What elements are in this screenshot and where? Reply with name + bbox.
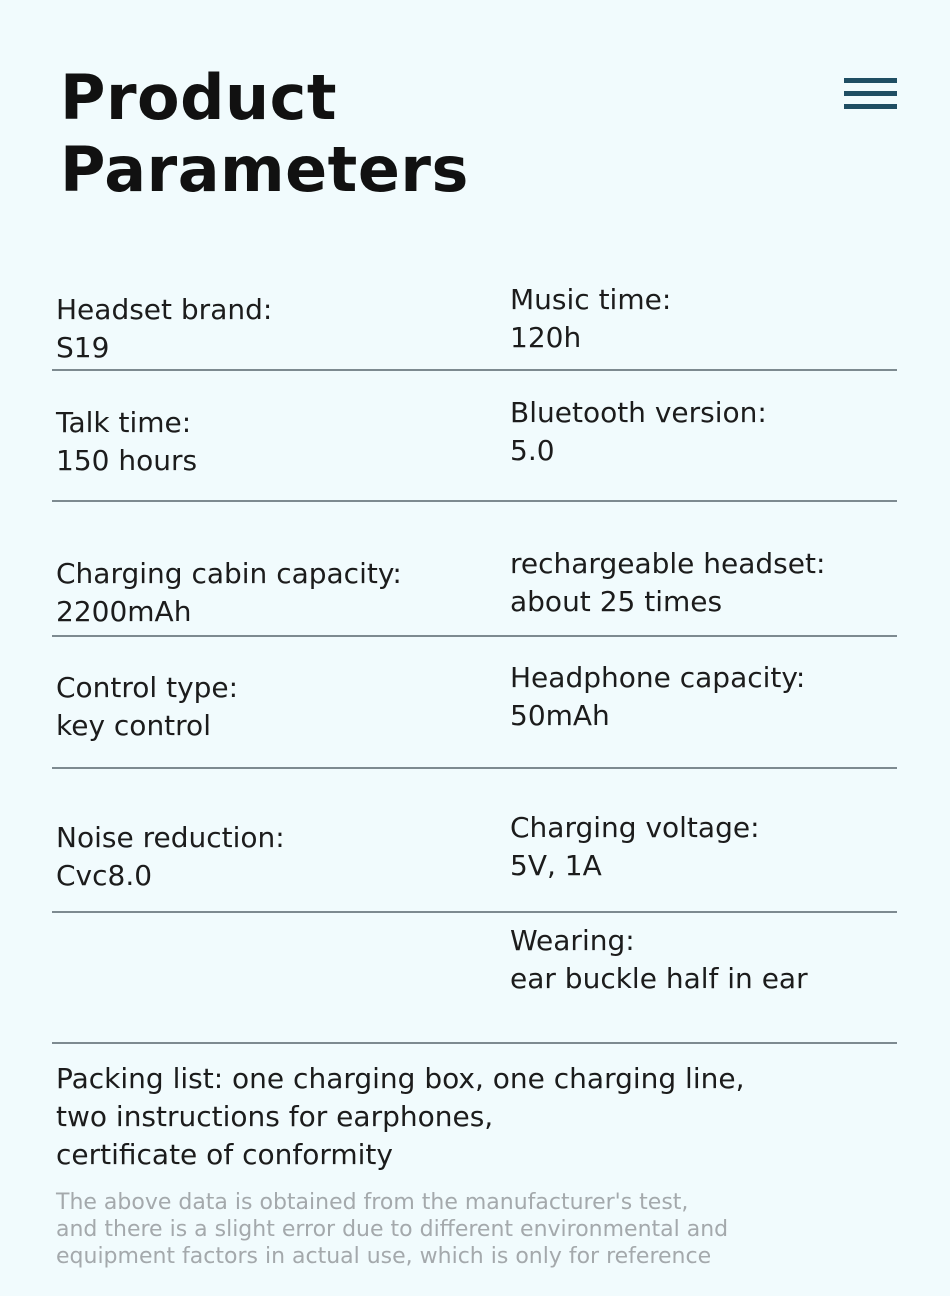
param-value: 120h: [510, 321, 582, 354]
menu-bar: [844, 78, 897, 83]
param-charging-voltage: [510, 809, 760, 885]
packing-list-line: certificate of conformity: [56, 1138, 393, 1171]
packing-list-line: Packing list: one charging box, one charging line,: [56, 1062, 745, 1095]
param-value: about 25 times: [510, 585, 723, 618]
row-divider: [52, 369, 897, 371]
row-divider: [52, 767, 897, 769]
param-value: Cvc8.0: [56, 859, 153, 892]
param-value: ear buckle half in ear: [510, 962, 808, 995]
param-label: Talk time:: [56, 406, 192, 439]
param-label: Charging cabin capacity:: [56, 557, 402, 590]
param-talk-time: [56, 404, 197, 480]
param-value: 2200mAh: [56, 595, 192, 628]
packing-list: [56, 1060, 745, 1174]
param-value: 5.0: [510, 434, 555, 467]
row-divider: [52, 500, 897, 502]
param-label: Wearing:: [510, 924, 635, 957]
param-noise-reduction: [56, 819, 285, 895]
param-label: Noise reduction:: [56, 821, 285, 854]
param-headset-brand: [56, 291, 272, 367]
page-title-line-1: Product: [60, 61, 338, 134]
param-value: 5V, 1A: [510, 849, 602, 882]
param-label: Music time:: [510, 283, 672, 316]
disclaimer-line: The above data is obtained from the manufacturer's test,: [56, 1190, 689, 1215]
param-rechargeable-headset: [510, 545, 825, 621]
param-bluetooth-version: [510, 394, 767, 470]
page-title: [60, 62, 469, 206]
menu-bar: [844, 104, 897, 109]
hamburger-menu-icon[interactable]: [844, 78, 897, 110]
param-value: key control: [56, 709, 211, 742]
row-divider: [52, 911, 897, 913]
param-control-type: [56, 669, 238, 745]
disclaimer-note: [56, 1189, 728, 1270]
param-value: S19: [56, 331, 110, 364]
param-label: Control type:: [56, 671, 239, 704]
param-label: Headset brand:: [56, 293, 273, 326]
menu-bar: [844, 91, 897, 96]
disclaimer-line: equipment factors in actual use, which is only for reference: [56, 1244, 712, 1269]
param-music-time: [510, 281, 671, 357]
disclaimer-line: and there is a slight error due to different environmental and: [56, 1217, 729, 1242]
param-value: 150 hours: [56, 444, 198, 477]
packing-list-line: two instructions for earphones,: [56, 1100, 494, 1133]
param-label: rechargeable headset:: [510, 547, 826, 580]
page-title-line-2: Parameters: [60, 133, 469, 206]
param-charging-cabin-capacity: [56, 555, 402, 631]
row-divider: [52, 635, 897, 637]
param-label: Bluetooth version:: [510, 396, 767, 429]
row-divider: [52, 1042, 897, 1044]
param-value: 50mAh: [510, 699, 610, 732]
param-headphone-capacity: [510, 659, 805, 735]
param-wearing: [510, 922, 808, 998]
param-label: Charging voltage:: [510, 811, 760, 844]
param-label: Headphone capacity:: [510, 661, 806, 694]
